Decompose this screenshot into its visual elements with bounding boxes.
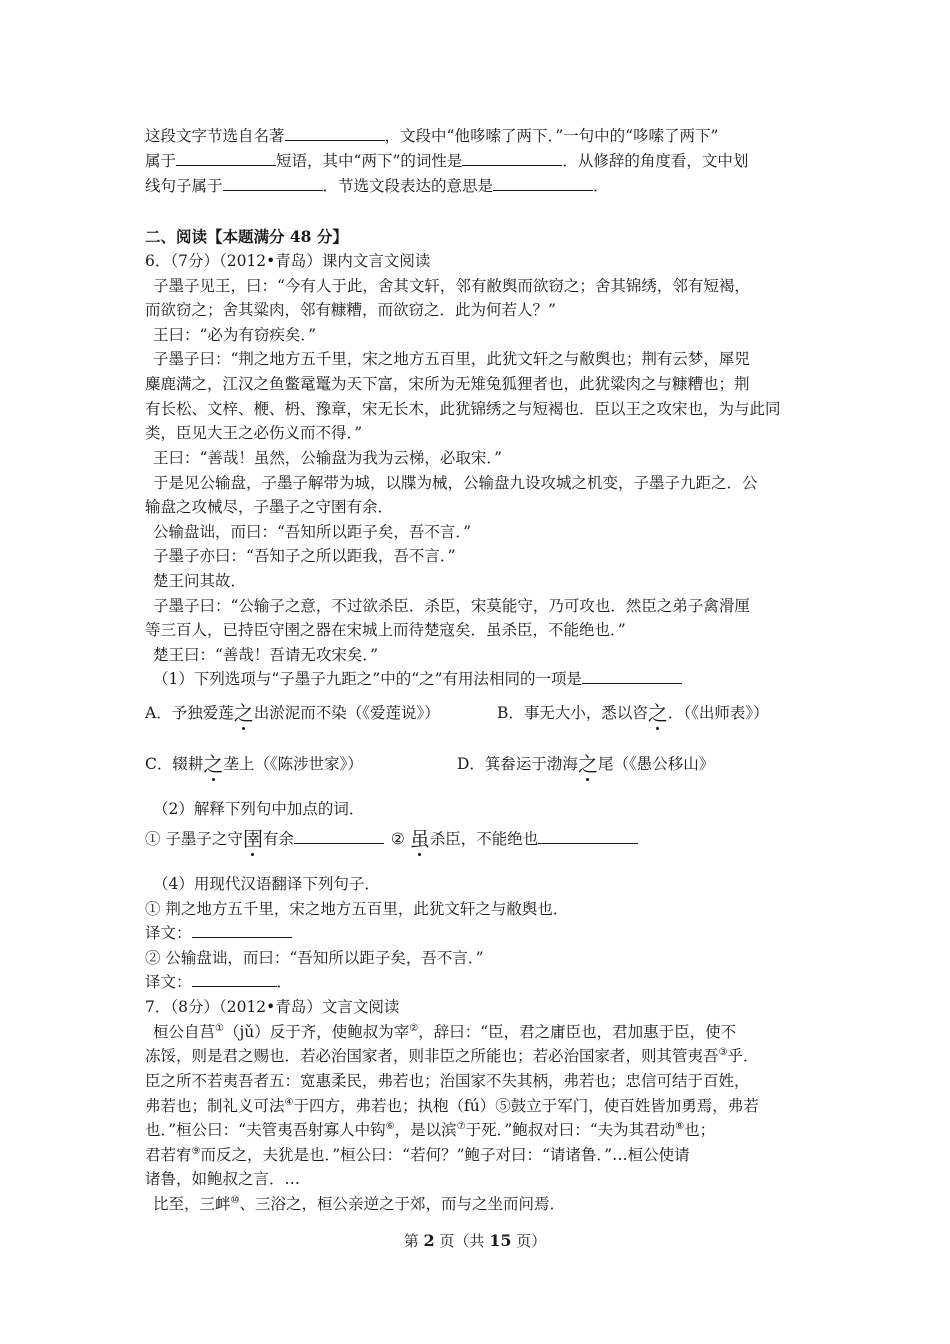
text: 于死．”鲍叔对曰：“夫为其君动 [465, 1121, 676, 1139]
q6-passage-line: 子墨子见王，曰：“今有人于此，舍其文轩，邻有敝舆而欲窃之；舍其锦绣，邻有短褐， [153, 277, 750, 295]
q7-passage-line [145, 1094, 759, 1118]
text: 译文： [145, 924, 192, 942]
text: 第 [403, 1232, 424, 1250]
text: D．箕畚运于渤海 [457, 755, 578, 773]
text: 、三浴之，桓公亲逆之于郊，而与之坐而问焉． [239, 1195, 565, 1213]
q6-passage-line: 楚王问其故． [153, 572, 247, 590]
q7-passage-line [145, 1044, 759, 1068]
dotted-character: 之 [233, 701, 254, 725]
footnote-mark: ⑨ [191, 1145, 201, 1157]
q6-subquestion-4: （4）用现代汉语翻译下列句子． [153, 875, 380, 893]
text: ． [276, 973, 293, 991]
text: 有余 [262, 830, 294, 848]
text: （1）下列选项与“子墨子九距之”中的“之”有用法相同的一项是 [153, 670, 583, 688]
text: ． [593, 177, 609, 195]
text: 君若宥 [145, 1146, 192, 1164]
q6-translate-sentence-1: ① 荆之地方五千里，宋之地方五百里，此犹文轩之与敝舆也． [145, 900, 569, 918]
answer-blank[interactable] [223, 175, 323, 191]
dotted-character: 虽 [409, 827, 430, 851]
text: ① 子墨子之守 [145, 830, 243, 848]
answer-blank[interactable] [192, 971, 277, 987]
text: ．节选文段表达的意思是 [322, 177, 494, 195]
q6-subquestion-1 [153, 667, 682, 691]
text: 译文： [145, 973, 192, 991]
text: 这段文字节选自名著 [145, 127, 285, 145]
q7-passage-line [153, 1192, 565, 1216]
q6-passage-line: 公输盘诎，而曰：“吾知所以距子矣，吾不言．” [153, 523, 472, 541]
text: 线句子属于 [145, 177, 223, 195]
q6-translation-1 [145, 921, 292, 945]
q6-option-d[interactable] [457, 752, 714, 776]
text: C．辍耕 [145, 755, 204, 773]
text: ．从修辞的角度看，文中划 [562, 152, 749, 170]
text: 短语，其中“两下”的词性是 [276, 152, 463, 170]
q7-header: 7．（8分）（2012•青岛）文言文阅读 [145, 998, 400, 1016]
q6-subquestion-2: （2）解释下列句中加点的词． [153, 800, 365, 818]
footnote-mark: ④ [284, 1096, 294, 1108]
q7-passage-line [153, 1020, 736, 1044]
text: 尾（《愚公移山》 [597, 755, 715, 773]
footnote-mark: ③ [718, 1046, 728, 1058]
q6-passage-line: 子墨子曰：“公输子之意，不过欲杀臣．杀臣，宋莫能守，乃可攻也．然臣之弟子禽滑厘 [153, 597, 750, 615]
q6-header: 6．（7分）（2012•青岛）课内文言文阅读 [145, 252, 431, 270]
text: ，辞曰：“臣，君之庸臣也，君加惠于臣，使不 [418, 1023, 737, 1041]
q7-passage-line: 诸鲁，如鲍叔之言．… [145, 1170, 301, 1188]
q6-option-c[interactable] [145, 752, 363, 776]
q6-passage-line: 楚王曰：“善哉！吾请无攻宋矣．” [153, 646, 379, 664]
page-number: 2 [423, 1231, 435, 1250]
text: 页） [511, 1232, 547, 1250]
text: 也．”桓公曰：“夫管夷吾射寡人中钩 [145, 1121, 386, 1139]
q6-passage-line: 子墨子亦曰：“吾知子之所以距我，吾不言．” [153, 547, 456, 565]
q7-passage-line [145, 1143, 690, 1167]
answer-blank[interactable] [192, 922, 292, 938]
answer-blank[interactable] [538, 828, 638, 844]
section-heading: 二、阅读【本题满分 48 分】 [145, 227, 348, 246]
text: B．事无大小，悉以咨 [497, 704, 648, 722]
text: 杀臣，不能绝也 [429, 830, 539, 848]
intro-line-2 [145, 149, 748, 173]
text: 比至，三衅 [153, 1195, 231, 1213]
answer-blank[interactable] [462, 150, 562, 166]
answer-blank[interactable] [176, 150, 276, 166]
footnote-mark: ⑥ [385, 1120, 395, 1132]
q6-translation-2 [145, 970, 292, 994]
q6-option-a[interactable] [145, 701, 440, 725]
intro-line-1 [145, 124, 718, 148]
answer-blank[interactable] [493, 175, 593, 191]
footnote-mark: ① [215, 1022, 224, 1034]
text: 垄上（《陈涉世家》） [223, 755, 363, 773]
footnote-mark: ② [409, 1022, 419, 1034]
text: 于四方，弗若也；执枹（fú）⑤鼓立于军门，使百姓皆加勇焉，弗若 [293, 1097, 759, 1115]
text: 出淤泥而不染（《爱莲说》） [253, 704, 440, 722]
q6-option-b[interactable] [497, 701, 769, 725]
q6-passage-line: 王曰：“善哉！虽然，公输盘为我为云梯，必取宋．” [153, 449, 503, 467]
q6-passage-line: 有长松、文梓、楩、枬、豫章，宋无长木，此犹锦绣之与短褐也．臣以王之攻宋也，为与此同 [145, 400, 781, 418]
intro-line-3 [145, 174, 609, 198]
text: 乎． [727, 1047, 759, 1065]
text: ．（《出师表》） [667, 704, 769, 722]
text: （jǔ）反于齐，使鲍叔为宰 [223, 1023, 410, 1041]
text: 冻馁，则是君之赐也．若必治国家者，则非臣之所能也；若必治国家者，则其管夷吾 [145, 1047, 719, 1065]
q6-translate-sentence-2: ② 公输盘诎，而曰：“吾知所以距子矣，吾不言．” [145, 949, 484, 967]
dotted-character: 之 [577, 752, 598, 776]
footnote-mark: ⑦ [456, 1120, 466, 1132]
q6-passage-line: 等三百人，已持臣守圉之器在宋城上而待楚寇矣．虽杀臣，不能绝也．” [145, 621, 626, 639]
text: ② [390, 830, 410, 848]
q6-passage-line: 于是见公输盘，子墨子解带为城，以牒为械，公输盘九设攻城之机变，子墨子九距之．公 [153, 474, 758, 492]
text: 页（共 [434, 1232, 490, 1250]
answer-blank[interactable] [582, 668, 682, 684]
answer-blank[interactable] [285, 125, 385, 141]
text: A．予独爱莲 [145, 704, 234, 722]
q6-passage-line: 麋鹿满之，江汉之鱼鳖鼋鼍为天下富，宋所为无雉兔狐狸者也，此犹粱肉之与糠糟也；荆 [145, 375, 750, 393]
text: 桓公自莒 [153, 1023, 216, 1041]
page-total: 15 [489, 1231, 512, 1250]
q6-passage-line: 子墨子曰：“荆之地方五千里，宋之地方五百里，此犹文轩之与敝舆也；荆有云梦，犀兕 [153, 350, 750, 368]
footnote-mark: ⑩ [230, 1194, 240, 1206]
q6-passage-line: 输盘之攻械尽，子墨子之守圉有余． [145, 498, 394, 516]
text: ，是以滨 [394, 1121, 457, 1139]
page-footer [0, 1230, 950, 1252]
footnote-mark: ⑧ [675, 1120, 685, 1132]
q6-passage-line: 王曰：“必为有窃疾矣．” [153, 326, 317, 344]
text: 而反之，夫犹是也．”桓公曰：“若何？”鲍子对曰：“请诸鲁．”…桓公使请 [200, 1146, 690, 1164]
text: 属于 [145, 152, 177, 170]
q7-passage-line: 臣之所不若夷吾者五：宽惠柔民，弗若也；治国家不失其柄，弗若也；忠信可结于百姓， [145, 1072, 750, 1090]
text: 弗若也；制礼义可法 [145, 1097, 285, 1115]
q6-subquestion-2a [145, 827, 638, 851]
q6-passage-line: 类，臣见大王之必伤义而不得．” [145, 424, 363, 442]
dotted-character: 之 [647, 701, 668, 725]
dotted-character: 圉 [242, 827, 263, 851]
q6-passage-line: 而欲窃之；舍其粱肉，邻有糠糟，而欲窃之．此为何若人？” [145, 301, 556, 319]
answer-blank[interactable] [294, 828, 384, 844]
text: ，文段中“他哆嗦了两下．”一句中的“哆嗦了两下” [384, 127, 719, 145]
dotted-character: 之 [203, 752, 224, 776]
q7-passage-line [145, 1118, 715, 1142]
text: 也； [684, 1121, 716, 1139]
